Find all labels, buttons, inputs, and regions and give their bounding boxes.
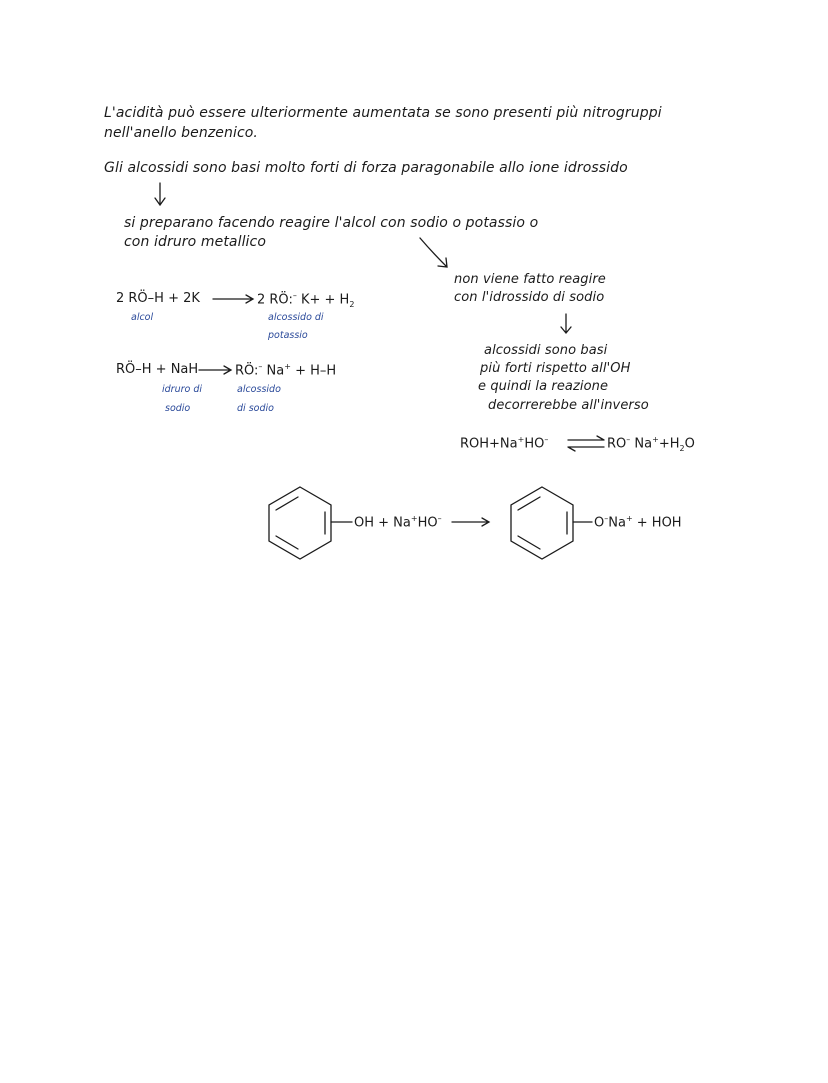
phenoxide-right-substituent: O–Na+ + HOH — [594, 514, 682, 531]
reaction2-label-hydride-2: sodio — [165, 403, 191, 414]
reaction1-arrow-icon — [213, 295, 253, 303]
phenol-reaction-arrow-icon — [452, 518, 489, 526]
side-reason-line-1: alcossidi sono basi — [484, 343, 608, 358]
phenol-left-substituent: OH + Na+HO– — [354, 514, 442, 531]
reaction1-products: 2 RÖ:– $K+ + H_2$ — [257, 291, 355, 309]
equilibrium-left: ROH+Na+HO– — [460, 435, 549, 452]
alkoxide-statement: Gli alcossidi sono basi molto forti di forza paragonabile allo ione idrossido — [104, 160, 628, 176]
reaction1-label-alkoxide-1: alcossido di — [268, 312, 324, 323]
side-note-line-1: non viene fatto reagire — [454, 272, 606, 287]
reaction2-reactants: RÖ–H + NaH — [116, 362, 199, 377]
preparation-line-1: si preparano facendo reagire l'alcol con sodio o potassio o — [124, 215, 539, 231]
reaction2-label-alkoxide-2: di sodio — [237, 403, 274, 414]
reaction1-label-alkoxide-2: potassio — [268, 330, 308, 341]
reaction2-label-alkoxide-1: alcossido — [237, 384, 281, 395]
side-reason-line-2: più forti rispetto all'OH — [480, 361, 631, 376]
reaction1-reactants: 2 RÖ–H + 2K — [116, 291, 200, 306]
side-down-arrow-icon — [561, 314, 571, 333]
diagonal-arrow-icon — [420, 238, 447, 267]
equilibrium-right: RO– $Na^++H_2O$ — [607, 435, 695, 453]
benzene-ring-left-icon — [269, 487, 352, 559]
reaction2-label-hydride-1: idruro di — [162, 384, 203, 395]
intro-line-1: L'acidità può essere ulteriormente aumentata se sono presenti più nitrogruppi — [104, 105, 662, 121]
reaction2-products: RÖ:– Na+ + H–H — [235, 362, 337, 379]
intro-line-2: nell'anello benzenico. — [104, 125, 258, 141]
down-arrow-icon — [155, 183, 165, 205]
side-note-line-2: con l'idrossido di sodio — [454, 290, 605, 305]
benzene-ring-right-icon — [511, 487, 592, 559]
equilibrium-arrow-icon — [568, 436, 604, 451]
reaction2-arrow-icon — [199, 366, 231, 374]
side-reason-line-3: e quindi la reazione — [478, 379, 609, 394]
reaction1-label-alcohol: alcol — [131, 312, 154, 323]
preparation-line-2: con idruro metallico — [124, 234, 267, 250]
side-reason-line-4: decorrerebbe all'inverso — [488, 398, 649, 413]
